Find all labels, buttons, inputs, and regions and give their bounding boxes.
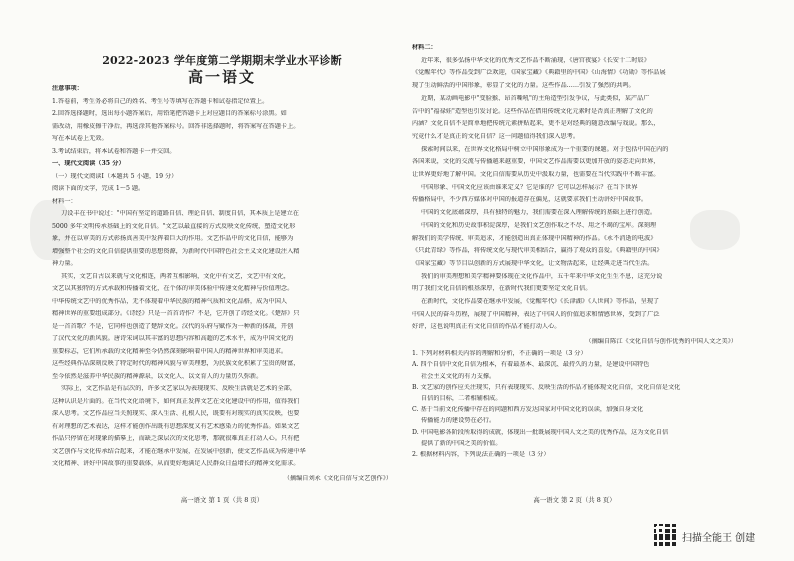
right-lines-line: 究竟什么才是真正的文化自信？这一问题值得我们深入思考。 [412,132,580,140]
right-questions-line: B. 文艺家的创作应关注现实，只有表现现实、反映生活的作品才能体现文化自信，文化自信是文化 [412,383,681,391]
right-lines-line: 《觉醒年代》等作品受到广泛欢迎，《国家宝藏》《典籍里的中国》《山海情》《功勋》等作品展 [412,69,666,77]
right-questions-line: 自信的目标，二者相辅相成。 [421,394,502,402]
left-lines-line: 实际上，文艺作品是有层次的，许多文艺家以为表现现实、反映生活就是艺术的全部， [61,385,297,392]
right-lines-line: 解我们的美学传统、审美追求，才能创造出真正体现中国精神的作品。《永不消逝的电波》 [412,234,657,242]
right-lines-line: 近期，某动画电影中"变脸猴、昂首嘶吼"的主角造型引发争议，与此类似，某产品广 [421,94,650,102]
left-lines-line: 这种认识是片面的。在当代文化语境下，如何真正发挥文艺在文化建设中的作用，值得我们 [52,397,300,405]
left-lines-line: 精神世界的重要组成部分。《诗经》只是一首首诗作？不是，它开创了诗经文化。《楚辞》只 [52,310,300,317]
left-lines-line: 这些经典作品深刻反映了特定时代的精神风貌与审美理想，为民族文化积累了宝贵的财富， [52,360,300,367]
right-questions-line: 社会主义文化的有力支撑。 [421,372,496,380]
left-page [52,0,392,561]
left-lines-line: （一）现代文阅读Ⅰ（本题共 5 小题，19 分） [52,172,178,180]
left-lines-line: 材料一： [52,197,77,205]
left-lines-line: 文艺以其独特的方式承载和传播着文化，在个体的审美体验中传递文化精神与价值理念。 [52,285,294,292]
right-questions-line: 传播能力的建设势在必行。 [421,417,496,425]
right-lines-line: 中国形象、中国文化应该由谁来定义？它是谁的？它可以怎样展示？在当下世界 [421,183,638,191]
right-lines-line: 告中的"福禄娃"造型也引发讨论。这些作品在借用传统文化元素时是否真正理解了文化的 [412,107,653,115]
right-source: （摘编自陈江《文化自信与创作优秀的中国人文之美》） [585,338,737,346]
right-lines-line: 内涵？文化自信不是简单地把传统元素拼贴起来，更不是对经典的随意改编与戏说。那么， [412,120,660,128]
exam-title: 2022-2023 学年度第二学期期末学业水平诊断 [102,54,342,67]
left-lines-line: 重要标志，它们所承载的文化精神至今仍然深刻影响着中国人的精神世界和审美追求。 [52,347,288,355]
left-lines-line: 刀设丰在书中说过："中国有坚定的道路自信、理论自信、制度自信，其本质上是建立在 [61,210,299,217]
left-lines-line: 一、现代文阅读（35 分） [52,160,125,167]
left-page-footer: 高一语文 第 1 页（共 8 页） [180,496,264,504]
right-lines-line: 各国来说，文化的交流与传播越来越重要，中国文艺作品需要以更加开放的姿态走向世界， [412,158,660,166]
right-lines-line: 我们的审美理想和美学精神要体现在文化作品中，五千年来中华文化生生不息，这充分说 [421,272,663,280]
qr-code-icon [654,524,676,546]
right-questions-line: C. 基于当前文化传播中存在的问题和西方发达国家对中国文化的误读，加强自身文化 [412,406,644,414]
right-questions-line: A. 四个自信中文化自信为根本，有着最基本、最深沉、最持久的力量，是建设中国特色 [412,361,650,369]
left-lines-line: 其实，文艺自古以来就与文化相连，两者互相影响，文化中有文艺，文艺中有文化， [61,272,290,280]
left-lines-line: 是一首首歌？不是，它同样也创造了楚辞文化。汉代的乐府与赋作为一种新的体裁，开创 [52,322,294,330]
left-lines-line: 中华传统文艺中的优秀作品，无不体现着中华民族的精神气质和文化品格，成为中国人 [52,297,288,305]
left-lines-line: 阅读下面的文字，完成 1～5 题。 [52,185,145,192]
right-page [412,0,737,561]
left-lines-line: 1.答卷前，考生务必将自己的姓名、考生号等填写在答题卡和试卷指定位置上。 [52,97,269,105]
right-lines-line: 中国的文化底蕴深厚，具有独特的魅力，我们需要在深入理解传统的基础上进行创造。 [421,209,657,217]
right-questions-line: 1. 下列对材料相关内容的理解和分析，不正确的一项是（3 分） [412,350,587,358]
right-lines-line: 材料二： [412,44,437,51]
left-lines-line: 文化精神、讲好中国故事的重要载体，从而更好地满足人民群众日益增长的精神文化需求。 [52,460,300,467]
right-questions-line: 提供了新的中国之美的价值。 [421,439,502,447]
right-page-footer: 高一语文 第 2 页（共 8 页） [533,496,616,504]
right-lines-line: 探索时间以来，在世界文化格局中树立中国形象成为一个重要的课题。对于包括中国在内的 [421,145,669,153]
left-lines-line: 注意事项： [52,85,83,92]
left-lines-line: 神力量。 [52,260,77,267]
left-lines-line: 有对理想的艺术表达，这样才能创作出既有思想深度又有艺术感染力的优秀作品。如果文艺 [52,422,300,430]
right-lines-line: 在新时代，文化作品要在继承中发展，《觉醒年代》《长津湖》《人世间》等作品，呈现了 [421,298,660,305]
right-lines-line: 让世界更好地了解中国。文化自信需要从历史中汲取力量，也需要在当代实践中不断丰富。 [412,171,660,178]
left-lines-line: 作品只停留在对现象的描摹上，而缺乏深层次的文化思考，那就很难真正打动人心。只有把 [52,435,300,442]
right-lines-line: 传播格局中，不少西方媒体对中国的报道存在偏见，这就要求我们主动讲好中国故事。 [412,196,648,204]
left-source: （摘编自刘永《文化自信与文艺创作》） [283,474,392,482]
right-questions-line: D. 中国电影各阶段所取得的成就，体现出一批既展现中国人文之美的优秀作品，这为文化自信 [412,428,669,436]
right-lines-line: 《只此青绿》等作品，将传统文化与现代审美相结合，赢得了观众的喜爱。《典籍里的中国》 [412,247,663,255]
right-lines-line: 现了生动鲜活的中国形象，彰显了文化的力量。这些作品……引发了强烈的共鸣。 [412,82,635,90]
right-lines-line: 明了我们文化自信的根基深厚，在新时代我们更要坚定文化自信。 [412,285,592,293]
scanner-watermark: 扫描全能王 创建 [682,533,756,544]
left-lines-line: 至今依然是滋养中华民族的精神源泉，以文化人、以文育人的力量历久弥新。 [52,372,263,380]
left-lines-line: 5000 多年文明传承基础上的文化自信。"文艺以最直接的方式反映文化传统，塑造文化形 [52,222,296,230]
left-lines-line: 文艺创作与文化传承结合起来，才能在继承中发展，在发展中创新，使文艺作品成为传递中华 [52,447,306,455]
left-lines-line: 深入思考。文艺作品应当关照现实、深入生活、扎根人民，既要有对现实的真实反映，也要 [52,410,300,417]
left-lines-line: 象，并在以审美的方式彰扬真善美中发挥着巨大的作用。文艺作品中的文化自信，能够为 [52,235,294,242]
left-lines-line: 需改动，用橡皮擦干净后，再选涂其他答案标号。回答非选择题时，将答案写在答题卡上。 [52,122,300,130]
right-questions-line: 2. 根据材料内容，下列说法正确的一项是（3 分） [412,450,550,458]
right-lines-line: 《国家宝藏》等节目以创新的方式展现中华文化，让文物活起来，让经典走进当代生活。 [412,259,654,267]
right-lines-line: 中国人民的奋斗历程，展现了中国精神，表达了中国人的价值追求和情感世界，受到了广泛 [412,310,660,318]
right-lines-line: 中国的文化和历史故事积淀深厚，是我们文艺创作取之不尽、用之不竭的宝库。深刻理 [421,221,657,229]
left-lines-line: 增强整个社会的文化自信提供重要的思想资源，为新时代中国特色社会主义文化建设注入精 [52,247,300,255]
right-lines-line: 近年来，很多弘扬中华文化的优秀文艺作品不断涌现，《唐宫夜宴》《长安十二时辰》 [421,56,650,64]
subject-title: 高一语文 [187,68,256,86]
left-lines-line: 了汉代文化的新风貌。唐诗宋词以其丰富的思想内容和高超的艺术水平，成为中国文化的 [52,335,294,342]
left-lines-line: 3.考试结束后，将本试卷和答题卡一并交回。 [52,147,176,155]
right-lines-line: 好评，这也说明真正有文化自信的作品才能打动人心。 [412,323,561,331]
left-lines-line: 写在本试卷上无效。 [52,135,108,142]
left-lines-line: 2.回答选择题时，选出每小题答案后，用铅笔把答题卡上对应题目的答案标号涂黑。如 [52,110,287,117]
